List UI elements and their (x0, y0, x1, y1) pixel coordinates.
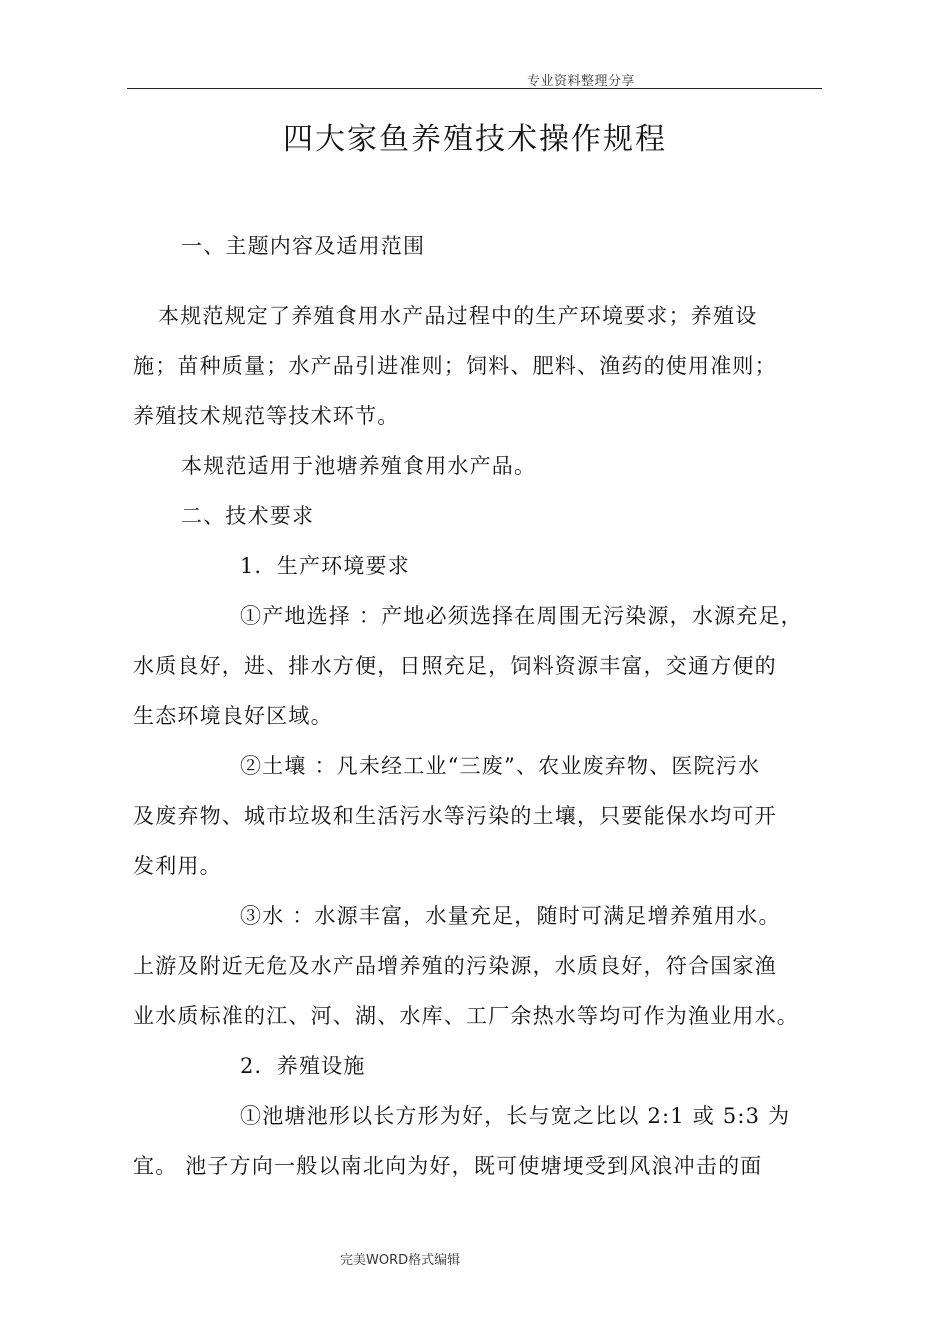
paragraph-line: ②土壤 ：凡未经工业“三废”、农业废弃物、医院污水 (240, 754, 761, 778)
subsection-heading-1: 1．生产环境要求 (240, 554, 410, 578)
paragraph-line: 及废弃物、城市垃圾和生活污水等污染的土壤，只要能保水均可开 (133, 804, 777, 828)
paragraph-line: 上游及附近无危及水产品增养殖的污染源，水质良好，符合国家渔 (133, 954, 777, 978)
paragraph-line: 水质良好，进、排水方便，日照充足，饲料资源丰富，交通方便的 (133, 654, 777, 678)
paragraph-line: 本规范适用于池塘养殖食用水产品。 (181, 454, 537, 478)
paragraph-line: ①池塘池形以长方形为好，长与宽之比以 2:1 或 5:3 为 (240, 1104, 791, 1128)
paragraph-line: 养殖技术规范等技术环节。 (133, 404, 400, 428)
paragraph-line: ①产地选择 ：产地必须选择在周围无污染源，水源充足， (240, 604, 803, 628)
paragraph-line: 业水质标准的江、河、湖、水库、工厂余热水等均可作为渔业用水。 (133, 1004, 799, 1028)
header-text: 专业资料整理分享 (527, 74, 636, 89)
section-heading-1: 一、主题内容及适用范围 (181, 234, 426, 258)
paragraph-line: 发利用。 (133, 854, 222, 878)
page-footer: 完美WORD格式编辑 (340, 1253, 461, 1268)
document-title: 四大家鱼养殖技术操作规程 (283, 122, 667, 157)
subsection-heading-2: 2．养殖设施 (240, 1054, 366, 1078)
paragraph-line: ③水 ：水源丰富，水量充足，随时可满足增养殖用水。 (240, 904, 781, 928)
paragraph-line: 生态环境良好区域。 (133, 704, 333, 728)
paragraph-line: 本规范规定了养殖食用水产品过程中的生产环境要求；养殖设 (158, 304, 758, 328)
paragraph-line: 施；苗种质量；水产品引进准则；饲料、肥料、渔药的使用准则； (133, 354, 777, 378)
section-heading-2: 二、技术要求 (181, 504, 315, 528)
paragraph-line: 宜。 池子方向一般以南北向为好，既可使塘埂受到风浪冲击的面 (133, 1154, 763, 1178)
header-divider (127, 88, 822, 89)
